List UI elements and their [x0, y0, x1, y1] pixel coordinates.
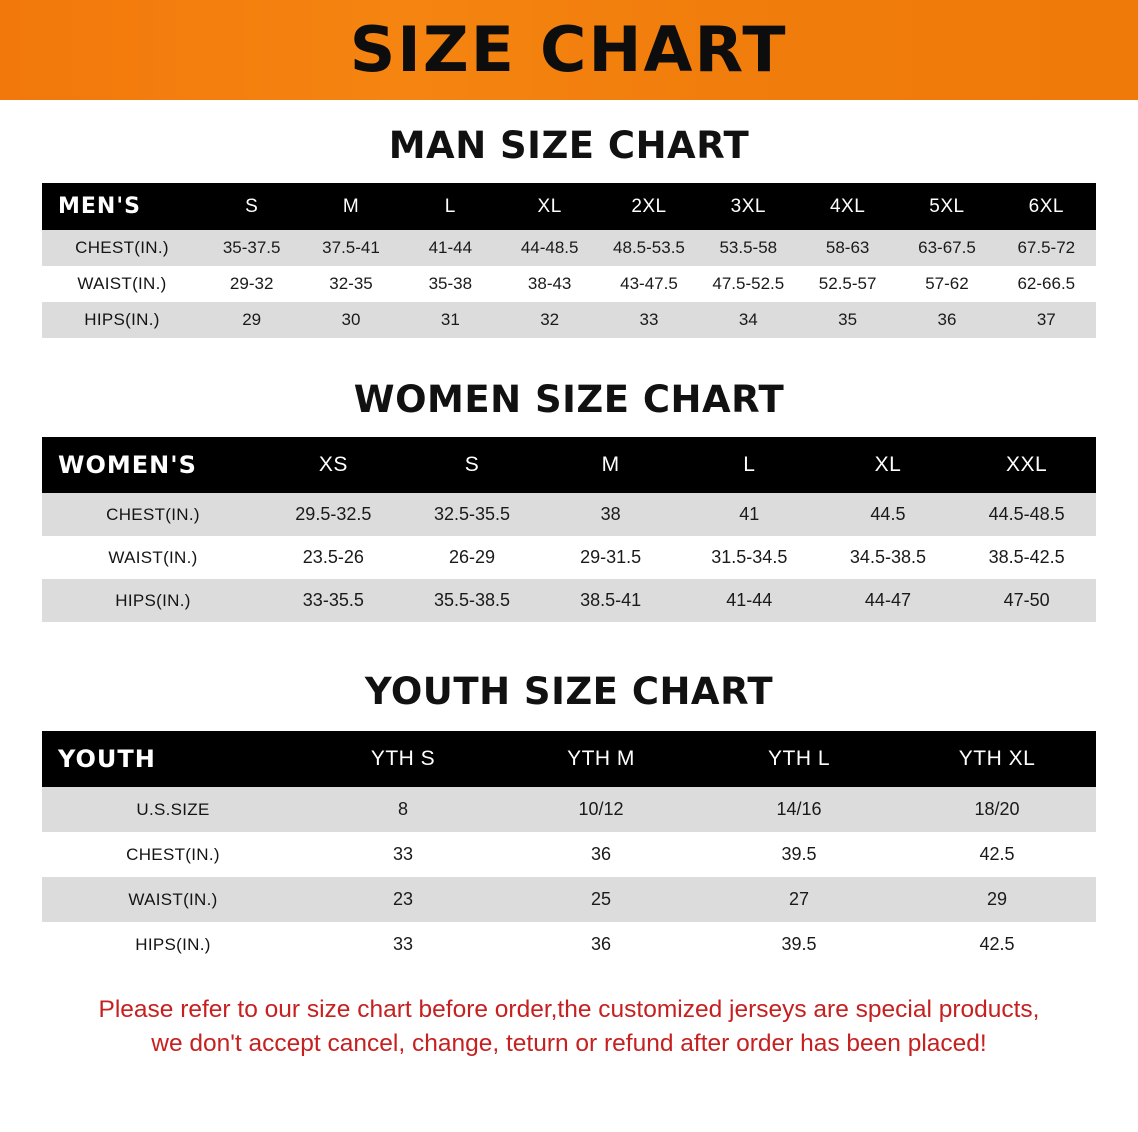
youth-row-label-ussize: U.S.SIZE	[136, 799, 210, 819]
women-waist-xxl: 38.5-42.5	[988, 547, 1065, 567]
man-col-m: M	[342, 195, 360, 217]
women-table-head	[42, 437, 1096, 493]
youth-row-label-chest: CHEST(IN.)	[126, 844, 220, 864]
man-waist-s: 29-32	[229, 274, 274, 293]
women-waist-xl: 34.5-38.5	[849, 547, 926, 567]
man-hips-5xl: 36	[937, 310, 957, 329]
youth-chest-xl: 42.5	[979, 844, 1015, 864]
women-header-row	[42, 437, 1096, 493]
man-hips-4xl: 35	[838, 310, 858, 329]
man-chest-m: 37.5-41	[322, 238, 380, 257]
table-row	[42, 877, 1096, 922]
women-chest-xl: 44.5	[870, 504, 906, 524]
man-col-4xl: 4XL	[829, 195, 866, 217]
man-chest-5xl: 63-67.5	[918, 238, 976, 257]
youth-corner-label: YOUTH	[58, 745, 156, 773]
women-row-label-chest: CHEST(IN.)	[106, 504, 200, 524]
youth-row-label-waist: WAIST(IN.)	[128, 889, 218, 909]
table-row	[42, 266, 1096, 302]
women-col-l: L	[743, 453, 756, 476]
man-waist-6xl: 62-66.5	[1017, 274, 1076, 293]
youth-chest-l: 39.5	[781, 844, 817, 864]
man-hips-s: 29	[242, 310, 262, 329]
man-waist-4xl: 52.5-57	[818, 274, 877, 293]
man-chest-l: 41-44	[428, 238, 473, 257]
man-chest-4xl: 58-63	[825, 238, 870, 257]
man-col-l: L	[444, 195, 456, 217]
banner-title: SIZE CHART	[350, 13, 788, 86]
women-waist-m: 29-31.5	[580, 547, 642, 567]
man-hips-2xl: 33	[639, 310, 659, 329]
youth-hips-l: 39.5	[781, 934, 817, 954]
women-chest-xxl: 44.5-48.5	[988, 504, 1065, 524]
youth-ussize-l: 14/16	[776, 799, 822, 819]
women-size-table	[42, 437, 1096, 622]
man-row-label-chest: CHEST(IN.)	[75, 238, 169, 257]
man-table-head	[42, 183, 1096, 230]
man-waist-5xl: 57-62	[925, 274, 969, 293]
man-waist-xl: 38-43	[527, 274, 572, 293]
table-row	[42, 493, 1096, 536]
man-waist-m: 32-35	[329, 274, 373, 293]
youth-table-head	[42, 731, 1096, 787]
youth-ussize-xl: 18/20	[974, 799, 1020, 819]
man-chest-xl: 44-48.5	[520, 238, 579, 257]
man-waist-l: 35-38	[428, 274, 473, 293]
youth-col-s: YTH S	[370, 747, 436, 770]
youth-ussize-s: 8	[397, 799, 408, 819]
youth-hips-s: 33	[392, 934, 414, 954]
youth-chest-m: 36	[590, 844, 612, 864]
youth-section-title: YOUTH SIZE CHART	[364, 670, 774, 713]
youth-waist-xl: 29	[986, 889, 1008, 909]
man-row-label-hips: HIPS(IN.)	[84, 310, 160, 329]
table-row	[42, 787, 1096, 832]
women-section-title: WOMEN SIZE CHART	[353, 378, 785, 421]
table-row	[42, 922, 1096, 967]
women-chest-l: 41	[739, 504, 760, 524]
women-table-body	[42, 493, 1096, 622]
youth-hips-m: 36	[590, 934, 612, 954]
man-hips-l: 31	[440, 310, 460, 329]
table-row	[42, 302, 1096, 338]
man-col-2xl: 2XL	[631, 195, 667, 217]
table-row	[42, 579, 1096, 622]
youth-ussize-m: 10/12	[578, 799, 624, 819]
women-hips-m: 38.5-41	[580, 590, 642, 610]
man-hips-xl: 32	[540, 310, 560, 329]
man-table-body	[42, 230, 1096, 338]
youth-col-xl: YTH XL	[958, 747, 1036, 770]
women-col-s: S	[464, 453, 480, 476]
women-hips-xl: 44-47	[864, 590, 911, 610]
women-row-label-waist: WAIST(IN.)	[108, 547, 198, 567]
disclaimer-line-2: we don't accept cancel, change, teturn or refund after order has been placed!	[151, 1029, 987, 1057]
women-hips-s: 35.5-38.5	[433, 590, 511, 610]
women-table-wrap	[42, 437, 1096, 622]
women-hips-l: 41-44	[726, 590, 773, 610]
youth-header-row	[42, 731, 1096, 787]
youth-table-wrap	[42, 731, 1096, 967]
man-hips-3xl: 34	[738, 310, 758, 329]
women-waist-s: 26-29	[448, 547, 495, 567]
table-row	[42, 230, 1096, 266]
women-hips-xs: 33-35.5	[302, 590, 364, 610]
youth-chest-s: 33	[392, 844, 414, 864]
man-chest-3xl: 53.5-58	[719, 238, 778, 257]
disclaimer-note	[34, 993, 1104, 1061]
man-hips-m: 30	[341, 310, 361, 329]
man-waist-2xl: 43-47.5	[620, 274, 678, 293]
women-hips-xxl: 47-50	[1003, 590, 1050, 610]
man-col-s: S	[245, 195, 259, 217]
women-corner-label: WOMEN'S	[58, 451, 197, 479]
man-chest-2xl: 48.5-53.5	[613, 238, 685, 257]
women-chest-m: 38	[600, 504, 621, 524]
man-corner-label: MEN'S	[58, 194, 141, 219]
women-chest-s: 32.5-35.5	[433, 504, 511, 524]
women-chest-xs: 29.5-32.5	[295, 504, 372, 524]
man-col-3xl: 3XL	[730, 195, 766, 217]
man-hips-6xl: 37	[1036, 310, 1056, 329]
disclaimer-line-1: Please refer to our size chart before order,the customized jerseys are special products,	[98, 996, 1040, 1023]
table-row	[42, 536, 1096, 579]
youth-table-body	[42, 787, 1096, 967]
youth-row-label-hips: HIPS(IN.)	[135, 934, 211, 954]
man-col-5xl: 5XL	[929, 195, 965, 217]
man-size-table	[42, 183, 1096, 338]
women-col-xs: XS	[318, 453, 348, 476]
table-row	[42, 832, 1096, 877]
youth-waist-l: 27	[788, 889, 810, 909]
women-col-xxl: XXL	[1006, 453, 1048, 476]
women-waist-xs: 23.5-26	[302, 547, 364, 567]
man-col-6xl: 6XL	[1028, 195, 1064, 217]
women-col-m: M	[601, 453, 620, 476]
man-chest-6xl: 67.5-72	[1017, 238, 1076, 257]
man-table-wrap	[42, 183, 1096, 338]
man-section-title: MAN SIZE CHART	[388, 124, 750, 167]
man-col-xl: XL	[537, 195, 562, 217]
youth-hips-xl: 42.5	[979, 934, 1015, 954]
youth-waist-s: 23	[392, 889, 414, 909]
man-waist-3xl: 47.5-52.5	[712, 274, 785, 293]
women-row-label-hips: HIPS(IN.)	[115, 590, 191, 610]
youth-col-l: YTH L	[767, 747, 830, 770]
youth-waist-m: 25	[590, 889, 612, 909]
youth-col-m: YTH M	[567, 747, 635, 770]
women-waist-l: 31.5-34.5	[711, 547, 788, 567]
man-header-row	[42, 183, 1096, 230]
banner	[0, 0, 1138, 100]
man-row-label-waist: WAIST(IN.)	[77, 274, 167, 293]
youth-size-table	[42, 731, 1096, 967]
women-col-xl: XL	[874, 453, 902, 476]
man-chest-s: 35-37.5	[222, 238, 281, 257]
